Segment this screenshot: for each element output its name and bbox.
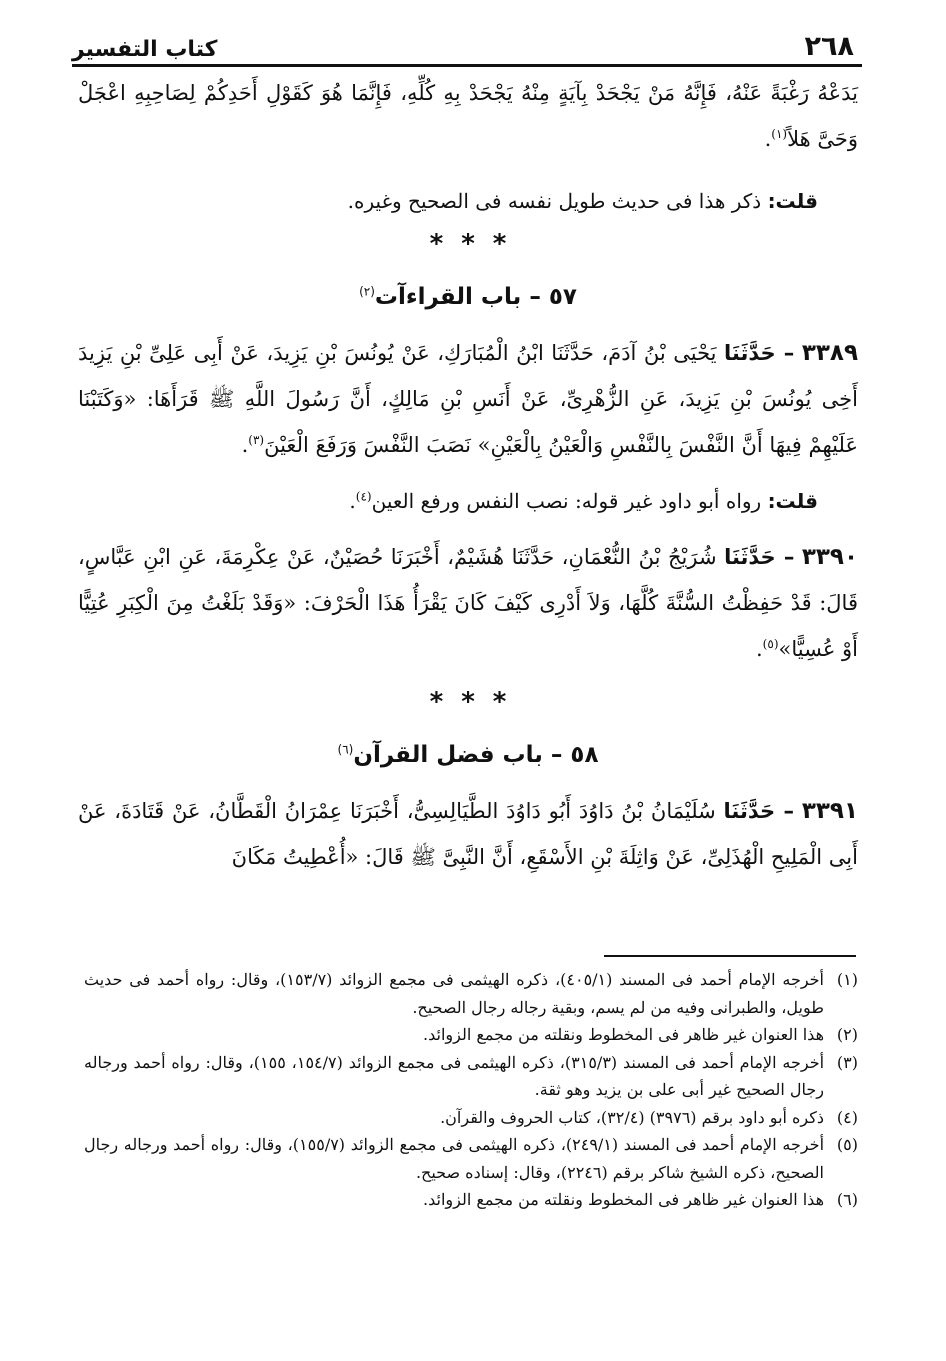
hadith-number: ٣٣٩٠ bbox=[801, 544, 858, 570]
section-separator-2: *** bbox=[429, 687, 525, 717]
chapter-heading-57 bbox=[78, 274, 858, 320]
footnote-ref-6: (٦) bbox=[337, 742, 354, 757]
footnote-1 bbox=[84, 966, 858, 1021]
hadith-number: ٣٣٨٩ bbox=[801, 340, 858, 366]
footnote-3 bbox=[84, 1049, 858, 1104]
footnote-4 bbox=[84, 1104, 858, 1132]
hadith-lead: – حَدَّثَنَا bbox=[724, 545, 795, 569]
footnote-ref-3: (٣) bbox=[248, 433, 265, 447]
hadith-text: سُلَيْمَانُ بْنُ دَاوُدَ أَبُو دَاوُدَ الطَّيَالِسِىُّ، أَخْبَرَنَا عِمْرَانُ الْقَطَّانُ، عَنْ قَتَادَةَ، عَنْ أَبِى الْمَلِيحِ الْهُذَلِىِّ، عَنْ وَاثِلَةَ بْنِ الأَسْقَعِ، أَنَّ النَّبِىَّ ﷺ قَالَ: «أُعْطِيتُ مَكَانَ bbox=[78, 799, 858, 869]
hadith-text: شُرَيْجُ بْنُ النُّعْمَانِ، حَدَّثَنَا هُشَيْمٌ، أَخْبَرَنَا حُصَيْنٌ، عَنْ عِكْرِمَةَ، عَنِ ابْنِ عَبَّاسٍ، قَالَ: قَدْ حَفِظْتُ السُّنَّةَ كُلَّهَا، وَلاَ أَدْرِى كَيْفَ كَانَ يَقْرَأُ هَذَا الْحَرْفَ: «وَقَدْ بَلَغْتُ مِنَ الْكِبَرِ عُتِيًّا أَوْ عُسِيًّا» bbox=[78, 545, 858, 661]
footnotes bbox=[84, 966, 858, 1214]
hadith-end: . bbox=[755, 637, 763, 661]
hadith-text: يَحْيَى بْنُ آدَمَ، حَدَّثَنَا ابْنُ الْمُبَارَكِ، عَنْ يُونُسَ بْنِ يَزِيدَ، عَنْ أَبِى عَلِىِّ بْنِ يَزِيدَ أَخِى يُونُسَ بْنِ يَزِيدَ، عَنِ الزُّهْرِىِّ، عَنْ أَنَسِ بْنِ مَالِكٍ، أَنَّ رَسُولَ اللَّهِ ﷺ قَرَأَهَا: «وَكَتَبْنَا عَلَيْهِمْ فِيهَا أَنَّ النَّفْسَ بِالنَّفْسِ وَالْعَيْنُ بِالْعَيْنِ» نَصَبَ النَّفْسَ وَرَفَعَ الْعَيْنَ bbox=[78, 341, 858, 457]
qult-text: ذكر هذا فى حديث طويل نفسه فى الصحيح وغيره. bbox=[347, 189, 762, 213]
footnote-text: ذكره أبو داود برقم (٣٩٧٦) (٣٢/٤)، كتاب الحروف والقرآن. bbox=[440, 1107, 824, 1127]
footnote-number: (١) bbox=[836, 970, 858, 989]
footnote-number: (٥) bbox=[836, 1135, 858, 1154]
footnote-5 bbox=[84, 1131, 858, 1186]
footnote-number: (٣) bbox=[836, 1052, 858, 1072]
footnote-number: (٢) bbox=[836, 1025, 858, 1044]
hadith-3389 bbox=[78, 330, 858, 468]
footnote-number: (٤) bbox=[836, 1107, 858, 1127]
running-title: كتاب التفسير bbox=[72, 37, 218, 62]
footnote-ref-2: (٢) bbox=[359, 284, 375, 299]
hadith-number: ٣٣٩١ bbox=[801, 798, 858, 824]
footnote-text: هذا العنوان غير ظاهر فى المخطوط ونقلته من مجمع الزوائد. bbox=[423, 1190, 824, 1209]
paragraph-continued bbox=[78, 70, 858, 162]
chapter-title: ٥٨ – باب فضل القرآن bbox=[353, 742, 599, 768]
chapter-title: ٥٧ – باب القراءآت bbox=[374, 284, 577, 310]
main-text bbox=[78, 70, 858, 880]
chapter-heading-58 bbox=[78, 732, 858, 778]
qult-label: قلت: bbox=[767, 189, 818, 213]
footnote-text: أخرجه الإمام أحمد فى المسند (٤٠٥/١)، ذكره الهيثمى فى مجمع الزوائد (١٥٣/٧)، وقال: رواه أحمد فى حديث طويل، والطبرانى وفيه من لم يسم، وبقية رجاله رجال الصحيح. bbox=[84, 970, 825, 1017]
header-rule bbox=[72, 64, 862, 67]
hadith-end: . bbox=[241, 433, 249, 457]
page-number: ٢٦٨ bbox=[804, 31, 854, 62]
paragraph-end: . bbox=[764, 127, 772, 151]
footnote-text: أخرجه الإمام أحمد فى المسند (٣١٥/٣)، ذكره الهيثمى فى مجمع الزوائد (١٥٤/٧، ١٥٥)، وقال: رواه أحمد ورجاله رجال الصحيح غير أبى على بن يزيد وهو ثقة. bbox=[84, 1052, 825, 1099]
footnote-ref-1: (١) bbox=[771, 127, 788, 141]
footnote-separator bbox=[604, 955, 856, 957]
footnote-text: أخرجه الإمام أحمد فى المسند (٢٤٩/١)، ذكره الهيثمى فى مجمع الزوائد (١٥٥/٧)، وقال: رواه أحمد ورجاله رجال الصحيح، ذكره الشيخ شاكر برقم (٢٢٤٦)، وقال: إسناده صحيح. bbox=[84, 1135, 825, 1182]
footnote-number: (٦) bbox=[836, 1190, 858, 1209]
qult-label: قلت: bbox=[767, 489, 818, 513]
qult-end: . bbox=[349, 489, 356, 513]
footnote-2 bbox=[84, 1021, 858, 1049]
hadith-lead: – حَدَّثَنَا bbox=[724, 341, 795, 365]
paragraph-text: يَدَعْهُ رَغْبَةً عَنْهُ، فَإِنَّهُ مَنْ يَجْحَدْ بِآيَةٍ مِنْهُ يَجْحَدْ بِهِ كُلِّهِ، فَإِنَّمَا هُوَ كَقَوْلِ أَحَدِكُمْ لِصَاحِبِهِ اعْجَلْ وَحَىَّ هَلاً bbox=[78, 81, 858, 151]
footnote-ref-5: (٥) bbox=[762, 637, 779, 651]
qult-text: رواه أبو داود غير قوله: نصب النفس ورفع العين bbox=[371, 489, 762, 513]
footnote-text: هذا العنوان غير ظاهر فى المخطوط ونقلته من مجمع الزوائد. bbox=[423, 1025, 824, 1044]
hadith-3390 bbox=[78, 534, 858, 672]
section-separator-1: *** bbox=[429, 229, 525, 259]
hadith-3391 bbox=[78, 788, 858, 880]
qult-note-2 bbox=[78, 478, 858, 524]
hadith-lead: – حَدَّثَنَا bbox=[723, 799, 795, 823]
footnote-ref-4: (٤) bbox=[355, 489, 372, 504]
footnote-6 bbox=[84, 1186, 858, 1214]
qult-note-1 bbox=[78, 178, 858, 224]
page-header bbox=[72, 28, 854, 62]
